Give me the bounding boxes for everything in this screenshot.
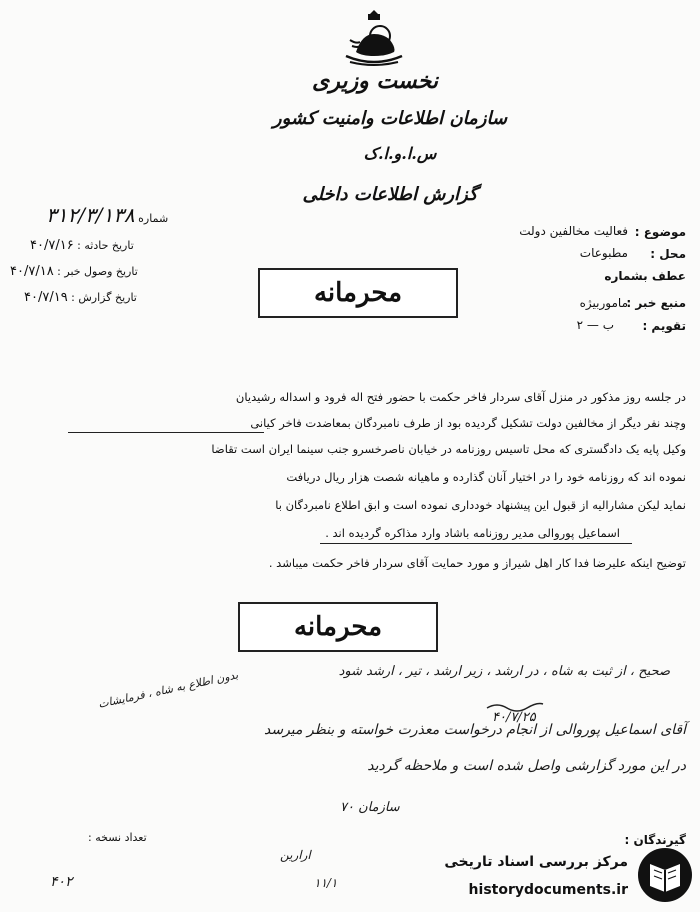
report-date-label: تاریخ گزارش :: [71, 291, 137, 304]
footer-initials-3: ۴۰۲: [50, 874, 73, 890]
handwritten-signature: سازمان ۷۰: [340, 800, 400, 815]
report-date-row: [24, 290, 137, 305]
received-date-value: ۴۰/۷/۱۸: [10, 264, 54, 279]
handwritten-note-3: در این مورد گزارشی واصل شده است و ملاحظه گردید: [367, 758, 686, 774]
body-line-6: اسماعیل پوروالی مدیر روزنامه باشاد وارد مذاکره گردیده اند .: [325, 526, 620, 540]
lion-and-sun-emblem-icon: [342, 6, 406, 68]
body-line-4: نموده اند که روزنامه خود را در اختیار آنان گذارده و ماهیانه شصت هزار ریال دریافت: [286, 470, 686, 484]
footer-initials-2: ۱۱/۱: [314, 876, 338, 890]
office-title: نخست وزیری: [312, 68, 438, 94]
evaluation-label: تقویم :: [642, 319, 686, 333]
book-emblem-icon: [636, 846, 694, 904]
evaluation-value: ب — ۲: [576, 318, 614, 332]
handwritten-note-1: صحیح ، از ثبت به شاه ، در ارشد ، زیر ارشد ، تیر ، ارشد شود: [338, 664, 670, 679]
body-note: توضیح اینکه علیرضا فدا کار اهل شیراز و مورد حمایت آقای سردار فاخر حکمت میباشد .: [268, 556, 686, 570]
number-row: [46, 203, 168, 227]
body-line-1: در جلسه روز مذکور در منزل آقای سردار فاخر حکمت با حضور فتح اله فرود و اسداله رشیدیان: [235, 390, 686, 404]
watermark-url: historydocuments.ir: [468, 882, 628, 898]
place-label: محل :: [650, 247, 686, 261]
event-date-value: ۴۰/۷/۱۶: [30, 238, 74, 253]
handwritten-note-2: آقای اسماعیل پوروالی از انجام درخواست معذرت خواسته و بنظر میرسد: [264, 722, 686, 738]
organization-code: س.ا.و.ا.ک: [363, 144, 437, 163]
source-label: منبع خبر :: [626, 296, 686, 310]
recipients-label: گیرندگان :: [624, 833, 686, 847]
handwritten-side-note: بدون اطلاع به شاه ، فرمایشات: [97, 668, 240, 711]
copies-label: تعداد نسخه :: [88, 831, 147, 844]
underline-mark-1: [68, 432, 264, 433]
footer-initials-1: ارارین: [280, 848, 311, 862]
subject-label: موضوع :: [634, 225, 686, 239]
event-date-label: تاریخ حادثه :: [77, 239, 134, 252]
handwritten-date: ۴۰/۷/۲۵: [492, 710, 536, 725]
report-date-value: ۴۰/۷/۱۹: [24, 290, 68, 305]
signature-flourish-icon: [485, 700, 545, 712]
report-type-title: گزارش اطلاعات داخلی: [302, 184, 478, 205]
reference-label: عطف بشماره: [604, 269, 686, 283]
watermark-title: مرکز بررسی اسناد تاریخی: [444, 854, 628, 870]
source-value: ماموربیژه: [579, 296, 628, 310]
number-value: ۳۱۲/۳/۱۳۸: [46, 203, 135, 227]
underline-mark-2: [320, 543, 632, 544]
classification-stamp-top: محرمانه: [258, 268, 458, 318]
body-line-2: وچند نفر دیگر از مخالفین دولت تشکیل گردیده بود از طرف نامبردگان بمعاضدت فاخر کیانی: [250, 416, 686, 430]
body-line-3: وکیل پایه یک دادگستری که محل تاسیس روزنامه در خیابان ناصرخسرو جنب سینما ایران است تقاضا: [211, 442, 686, 456]
organization-title: سازمان اطلاعات وامنیت کشور: [272, 108, 508, 129]
place-value: مطبوعات: [579, 246, 628, 260]
subject-value: فعالیت مخالفین دولت: [519, 224, 628, 238]
received-date-row: [10, 264, 138, 279]
body-line-5: نماید لیکن مشارالیه از قبول این پیشنهاد خودداری نموده است و ابق اطلاع نامبردگان با: [275, 498, 686, 512]
classification-stamp-bottom: محرمانه: [238, 602, 438, 652]
event-date-row: [30, 238, 134, 253]
received-date-label: تاریخ وصول خبر :: [57, 265, 138, 278]
number-label: شماره: [138, 212, 169, 225]
